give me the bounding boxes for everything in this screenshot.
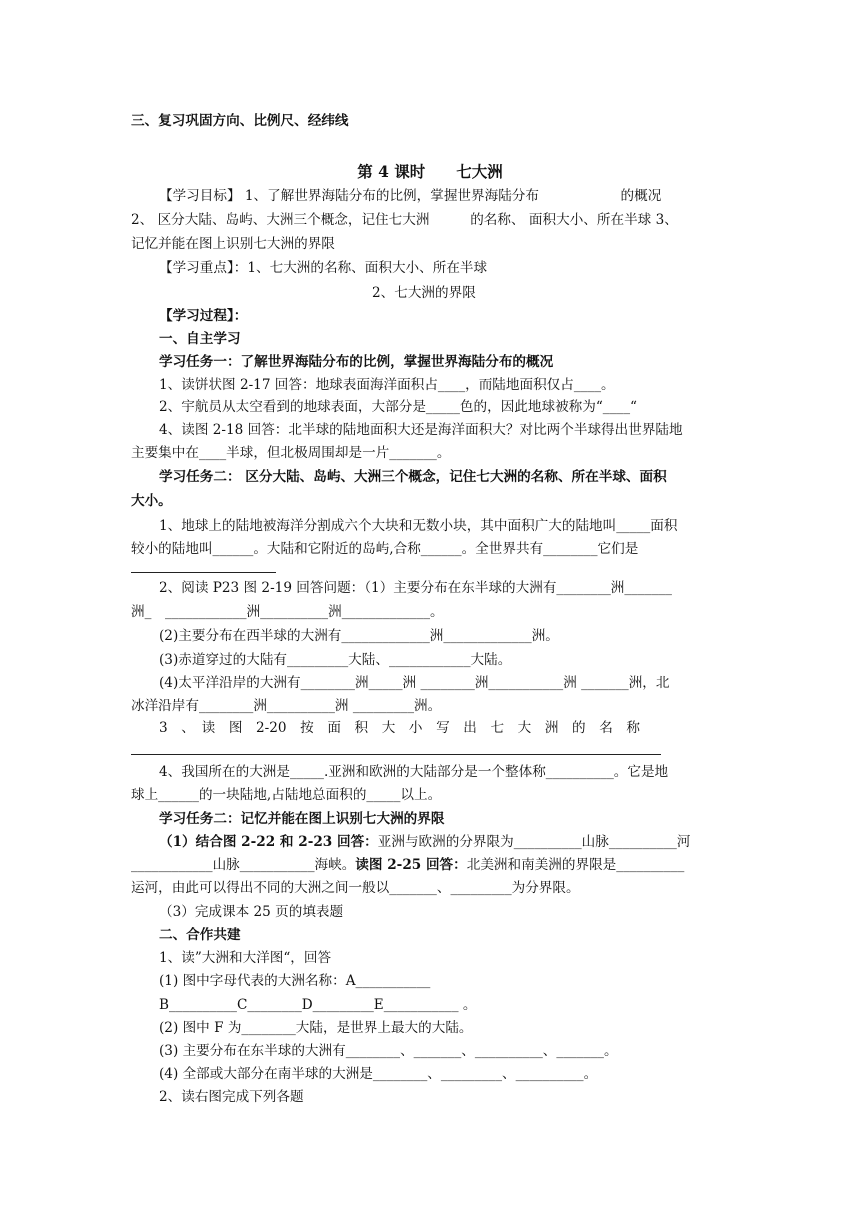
focus-line-1: 【学习重点】：1、七大洲的名称、面积大小、所在半球: [159, 260, 488, 276]
continent-q1-line-2: 较小的陆地叫______。大陆和它附近的岛屿,合称______。全世界共有________它们是: [131, 541, 639, 557]
continent-q2-part-2: (2)主要分布在西半球的大洲有_____________洲_____________洲。: [159, 628, 559, 644]
task-three-heading: 学习任务二：记忆并能在图上识别七大洲的界限: [159, 811, 445, 827]
continent-q4-line-2: 球上______的一块陆地,占陆地总面积的_____以上。: [131, 787, 442, 803]
continent-q2-line-2: 洲_ ____________洲__________洲_____________。: [131, 604, 444, 620]
map-q4: (4) 全部或大部分在南半球的大洲是________、_________、__________。: [159, 1066, 598, 1082]
map-q1-line-1: (1) 图中字母代表的大洲名称：A___________: [159, 973, 431, 989]
answer-line: [131, 572, 276, 573]
answer-line: [131, 754, 661, 755]
focus-line-2: 2、七大洲的界限: [372, 285, 476, 301]
continent-q3: 3 、 读 图 2-20 按 面 积 大 小 写 出 七 大 洲 的 名 称: [159, 720, 640, 736]
map-q1-line-2: B__________C________D_________E___________ 。: [159, 997, 477, 1013]
boundary-q1-text-2: ____________山脉___________海峡。: [131, 857, 356, 873]
continent-q2-line-1: 2、阅读 P23 图 2-19 回答问题：（1）主要分布在东半球的大洲有________洲_______: [159, 580, 672, 596]
boundary-q1-text: 亚洲与欧洲的分界限为__________山脉__________河: [377, 834, 691, 850]
objectives-line-2: 2、 区分大陆、岛屿、大洲三个概念，记住七大洲 的名称、 面积大小、所在半球 3、: [131, 212, 678, 228]
continent-q4-line-1: 4、我国所在的大洲是_____.亚洲和欧洲的大陆部分是一个整体称__________。它是地: [159, 764, 669, 780]
boundary-q3: （3）完成课本 25 页的填表题: [159, 904, 344, 920]
continent-q1-line-1: 1、地球上的陆地被海洋分割成六个大块和无数小块，其中面积广大的陆地叫_____面积: [159, 518, 678, 534]
review-heading: 三、复习巩固方向、比例尺、经纬线: [131, 113, 349, 129]
question-4-line-2: 主要集中在____半球，但北极周围却是一片_______。: [131, 445, 451, 461]
task-two-heading-line-1: 学习任务二： 区分大陆、岛屿、大洲三个概念，记住七大洲的名称、所在半球、面积: [159, 469, 667, 485]
boundary-q1-prompt: （1）结合图 2-22 和 2-23 回答：: [159, 834, 378, 850]
task-one-heading: 学习任务一：了解世界海陆分布的比例，掌握世界海陆分布的概况: [159, 354, 554, 370]
map-q2: (2) 图中 F 为________大陆，是世界上最大的大陆。: [159, 1020, 473, 1036]
boundary-q2-prompt: 读图 2-25 回答：: [355, 857, 467, 873]
continent-q2-part-4-line-2: 冰洋沿岸有________洲__________洲 _________洲。: [131, 698, 442, 714]
boundary-q1-line-2: [131, 855, 684, 875]
process-heading: 【学习过程】：: [159, 308, 248, 324]
map-q3: (3) 主要分布在东半球的大洲有________、_______、__________、_______。: [159, 1043, 618, 1059]
task-two-heading-line-2: 大小。: [131, 493, 172, 509]
objectives-line-3: 记忆并能在图上识别七大洲的界限: [131, 236, 335, 252]
right-figure-q: 2、读右图完成下列各题: [159, 1089, 304, 1105]
boundary-q2-text: 北美洲和南美洲的界限是__________: [466, 857, 685, 873]
cooperation-heading: 二、合作共建: [159, 927, 241, 943]
question-1: 1、读饼状图 2-17 回答：地球表面海洋面积占____，而陆地面积仅占____。: [159, 377, 615, 393]
objectives-line-1: 【学习目标】 1、了解世界海陆分布的比例，掌握世界海陆分布 的概况: [159, 188, 662, 204]
continent-q2-part-3: (3)赤道穿过的大陆有_________大陆、____________大陆。: [159, 652, 512, 668]
lesson-title: 第 4 课时 七大洲: [357, 162, 503, 181]
self-study-heading: 一、自主学习: [159, 331, 241, 347]
map-q-intro: 1、读”大洲和大洋图“，回答: [159, 950, 332, 966]
continent-q2-part-4-line-1: (4)太平洋沿岸的大洲有________洲_____洲 ________洲___________洲 _______洲，北: [159, 675, 670, 691]
boundary-q2-line-2: 运河，由此可以得出不同的大洲之间一般以_______、_________为分界限。: [131, 880, 580, 896]
question-2: 2、宇航员从太空看到的地球表面，大部分是_____色的，因此地球被称为“____“: [159, 399, 637, 415]
question-4-line-1: 4、读图 2-18 回答：北半球的陆地面积大还是海洋面积大？对比两个半球得出世界陆地: [159, 422, 683, 438]
boundary-q1-line-1: [159, 832, 690, 852]
